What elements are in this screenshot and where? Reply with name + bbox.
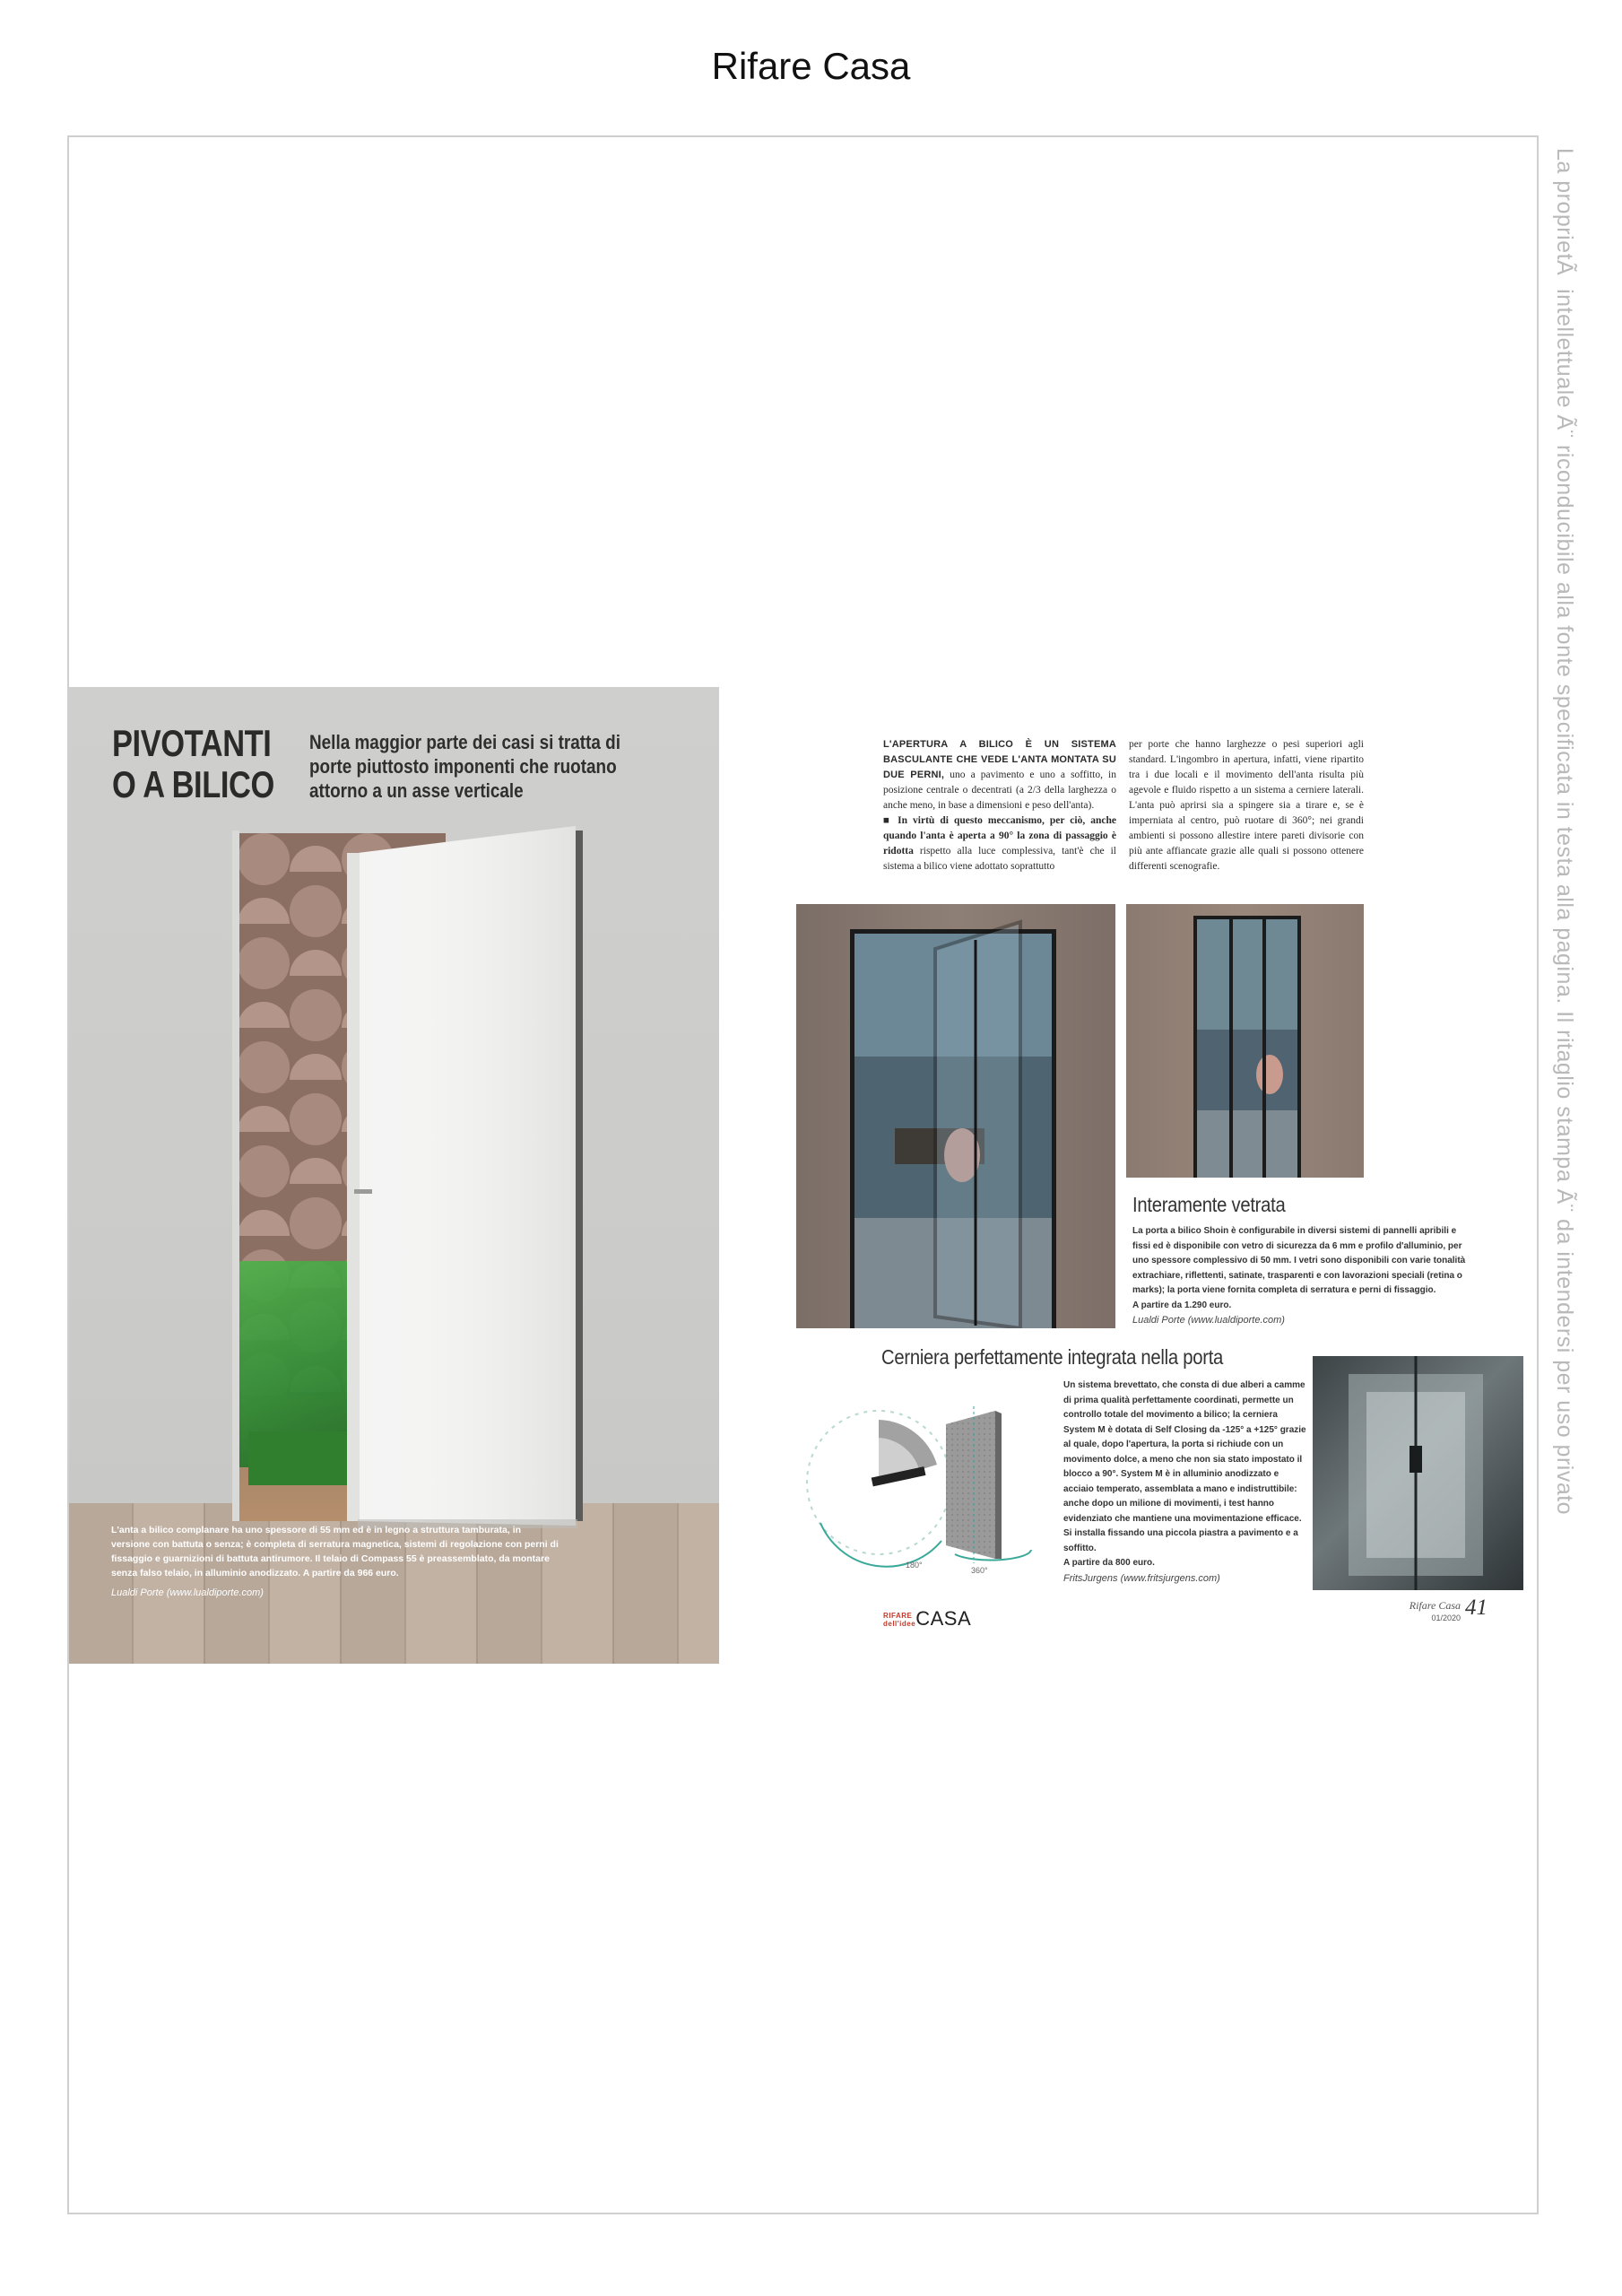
intro-column-1 xyxy=(883,737,1116,874)
section-title-glass: Interamente vetrata xyxy=(1132,1193,1286,1216)
hinge-glass-photo xyxy=(1313,1356,1523,1590)
hinge-price-prefix: A partire xyxy=(1063,1558,1103,1568)
intro-tail: rispetto alla luce complessiva, tant'è che il sistema a bilico viene adottato soprattutto xyxy=(883,846,1116,872)
intro-bold-paragraph: ■ In virtù di questo meccanismo, per ciò, anche quando l'anta è aperta a 90° la zona di passaggio è ridotta xyxy=(883,815,1116,857)
folio-magazine: Rifare Casa xyxy=(1409,1599,1461,1612)
section-title-hinge: Cerniera perfettamente integrata nella porta xyxy=(881,1345,1224,1369)
glass-body-text: La porta a bilico Shoin è configurabile in diversi sistemi di pannelli apribili e fissi ed è disponibile con vetro di sicurezza da 6 mm e profilo d'alluminio, per uno spessore complessivo di 50 mm. I vetri sono disponibili con varie tonalità extrachiare, riflettenti, satinate, trasparenti e con lavorazioni speciali (retina o marks); la porta viene fornita completa di serratura e perni di fissaggio. xyxy=(1132,1226,1466,1295)
hinge-diagram xyxy=(794,1388,1071,1577)
hinge-body-text: Un sistema brevettato, che consta di due alberi a camme di prima qualità perfettamente coordinati, permette un controllo totale del movimento a bilico; la cerniera System M è dotata di Self Closing da -125° a +125° grazie al quale, dopo l'apertura, la porta si richiude con un movimento dolce, a meno che non sia stato impostato il blocco a 90°. System M è in alluminio anodizzato e acciaio temperato, assemblata a mano e indistruttibile: anche dopo un milione di movimenti, i test hanno evidenziato che mantiene una movimentazione efficace. Si installa fissando una piccola piastra a pavimento e a soffitto. xyxy=(1063,1380,1306,1553)
publication-header: Rifare Casa xyxy=(711,45,911,87)
logo-main-text: CASA xyxy=(915,1607,972,1630)
glass-price: da 1.290 euro xyxy=(1171,1300,1229,1310)
glass-price-suffix: . xyxy=(1228,1300,1232,1310)
title-line-2: O A BILICO xyxy=(112,763,274,805)
angle-label-a: 180° xyxy=(906,1561,923,1570)
page-subtitle: Nella maggior parte dei casi si tratta di porte piuttosto imponenti che ruotano attorno a un asse verticale xyxy=(309,731,620,802)
glass-door-photo-open xyxy=(796,904,1115,1328)
hinge-credit: FritsJurgens (www.fritsjurgens.com) xyxy=(1063,1572,1220,1584)
glass-credit: Lualdi Porte (www.lualdiporte.com) xyxy=(1132,1315,1285,1326)
folio-issue: 01/2020 xyxy=(1431,1613,1461,1622)
angle-label-b: 360° xyxy=(971,1566,988,1575)
hinge-price: da 800 euro xyxy=(1102,1558,1153,1568)
logo-small-text: RIFARE dell'idee xyxy=(883,1612,916,1629)
door-caption: L'anta a bilico complanare ha uno spessore di 55 mm ed è in legno a struttura tamburata, in versione con battuta o senza; è completa di serratura magnetica, sistemi di regolazione con perni di fissaggio e guarnizioni di battuta antirumore. Il telaio di Compass 55 è preassemblato, da montare senza falso telaio, in alluminio anodizzato. A partire da 966 euro. xyxy=(111,1525,559,1578)
intro-text: uno a pavimento e uno a soffitto, in posizione centrale o decentrati (a 2/3 della larghezza o anche meno, in base a dimensioni e peso dell'anta). xyxy=(883,770,1116,811)
section-body-glass xyxy=(1132,1224,1473,1329)
watermark-text: La proprietÃ intellettuale Ã¨ riconducibile alla fonte specificata in testa alla pagina. Il ritaglio stampa Ã¨ da intendersi per uso privato xyxy=(1552,148,1577,1516)
copyright-watermark xyxy=(1538,148,1592,1516)
glass-price-prefix: A partire xyxy=(1132,1300,1172,1310)
intro-lead: L'APERTURA A BILICO È UN SISTEMA BASCULANTE CHE VEDE L'ANTA MONTATA SU DUE PERNI, xyxy=(883,739,1116,780)
intro-column-2: per porte che hanno larghezze o pesi superiori agli standard. L'ingombro in apertura, infatti, viene ripartito tra i due locali e il movimento dell'anta risulta più agevole e fluido rispetto a un sistema a cerniere laterali. L'anta può aprirsi sia a spingere sia a tirare e, se è imperniata al centro, può ruotare di 360°; nei grandi ambienti si possono allestire intere pareti divisorie con più ante affiancate grazie alle quali si possono ottenere differenti scenografie. xyxy=(1129,739,1364,872)
left-page-photo xyxy=(69,687,719,1664)
page-title xyxy=(112,723,274,805)
glass-door-photo-closed xyxy=(1126,904,1364,1178)
magazine-logo xyxy=(883,1607,971,1631)
hinge-price-suffix: . xyxy=(1152,1558,1155,1568)
title-line-1: PIVOTANTI xyxy=(112,722,272,764)
pivot-door-illustration xyxy=(69,687,719,1664)
section-body-hinge xyxy=(1063,1378,1310,1587)
door-credit: Lualdi Porte (www.lualdiporte.com) xyxy=(111,1587,264,1598)
page-number: 41 xyxy=(1465,1596,1488,1620)
